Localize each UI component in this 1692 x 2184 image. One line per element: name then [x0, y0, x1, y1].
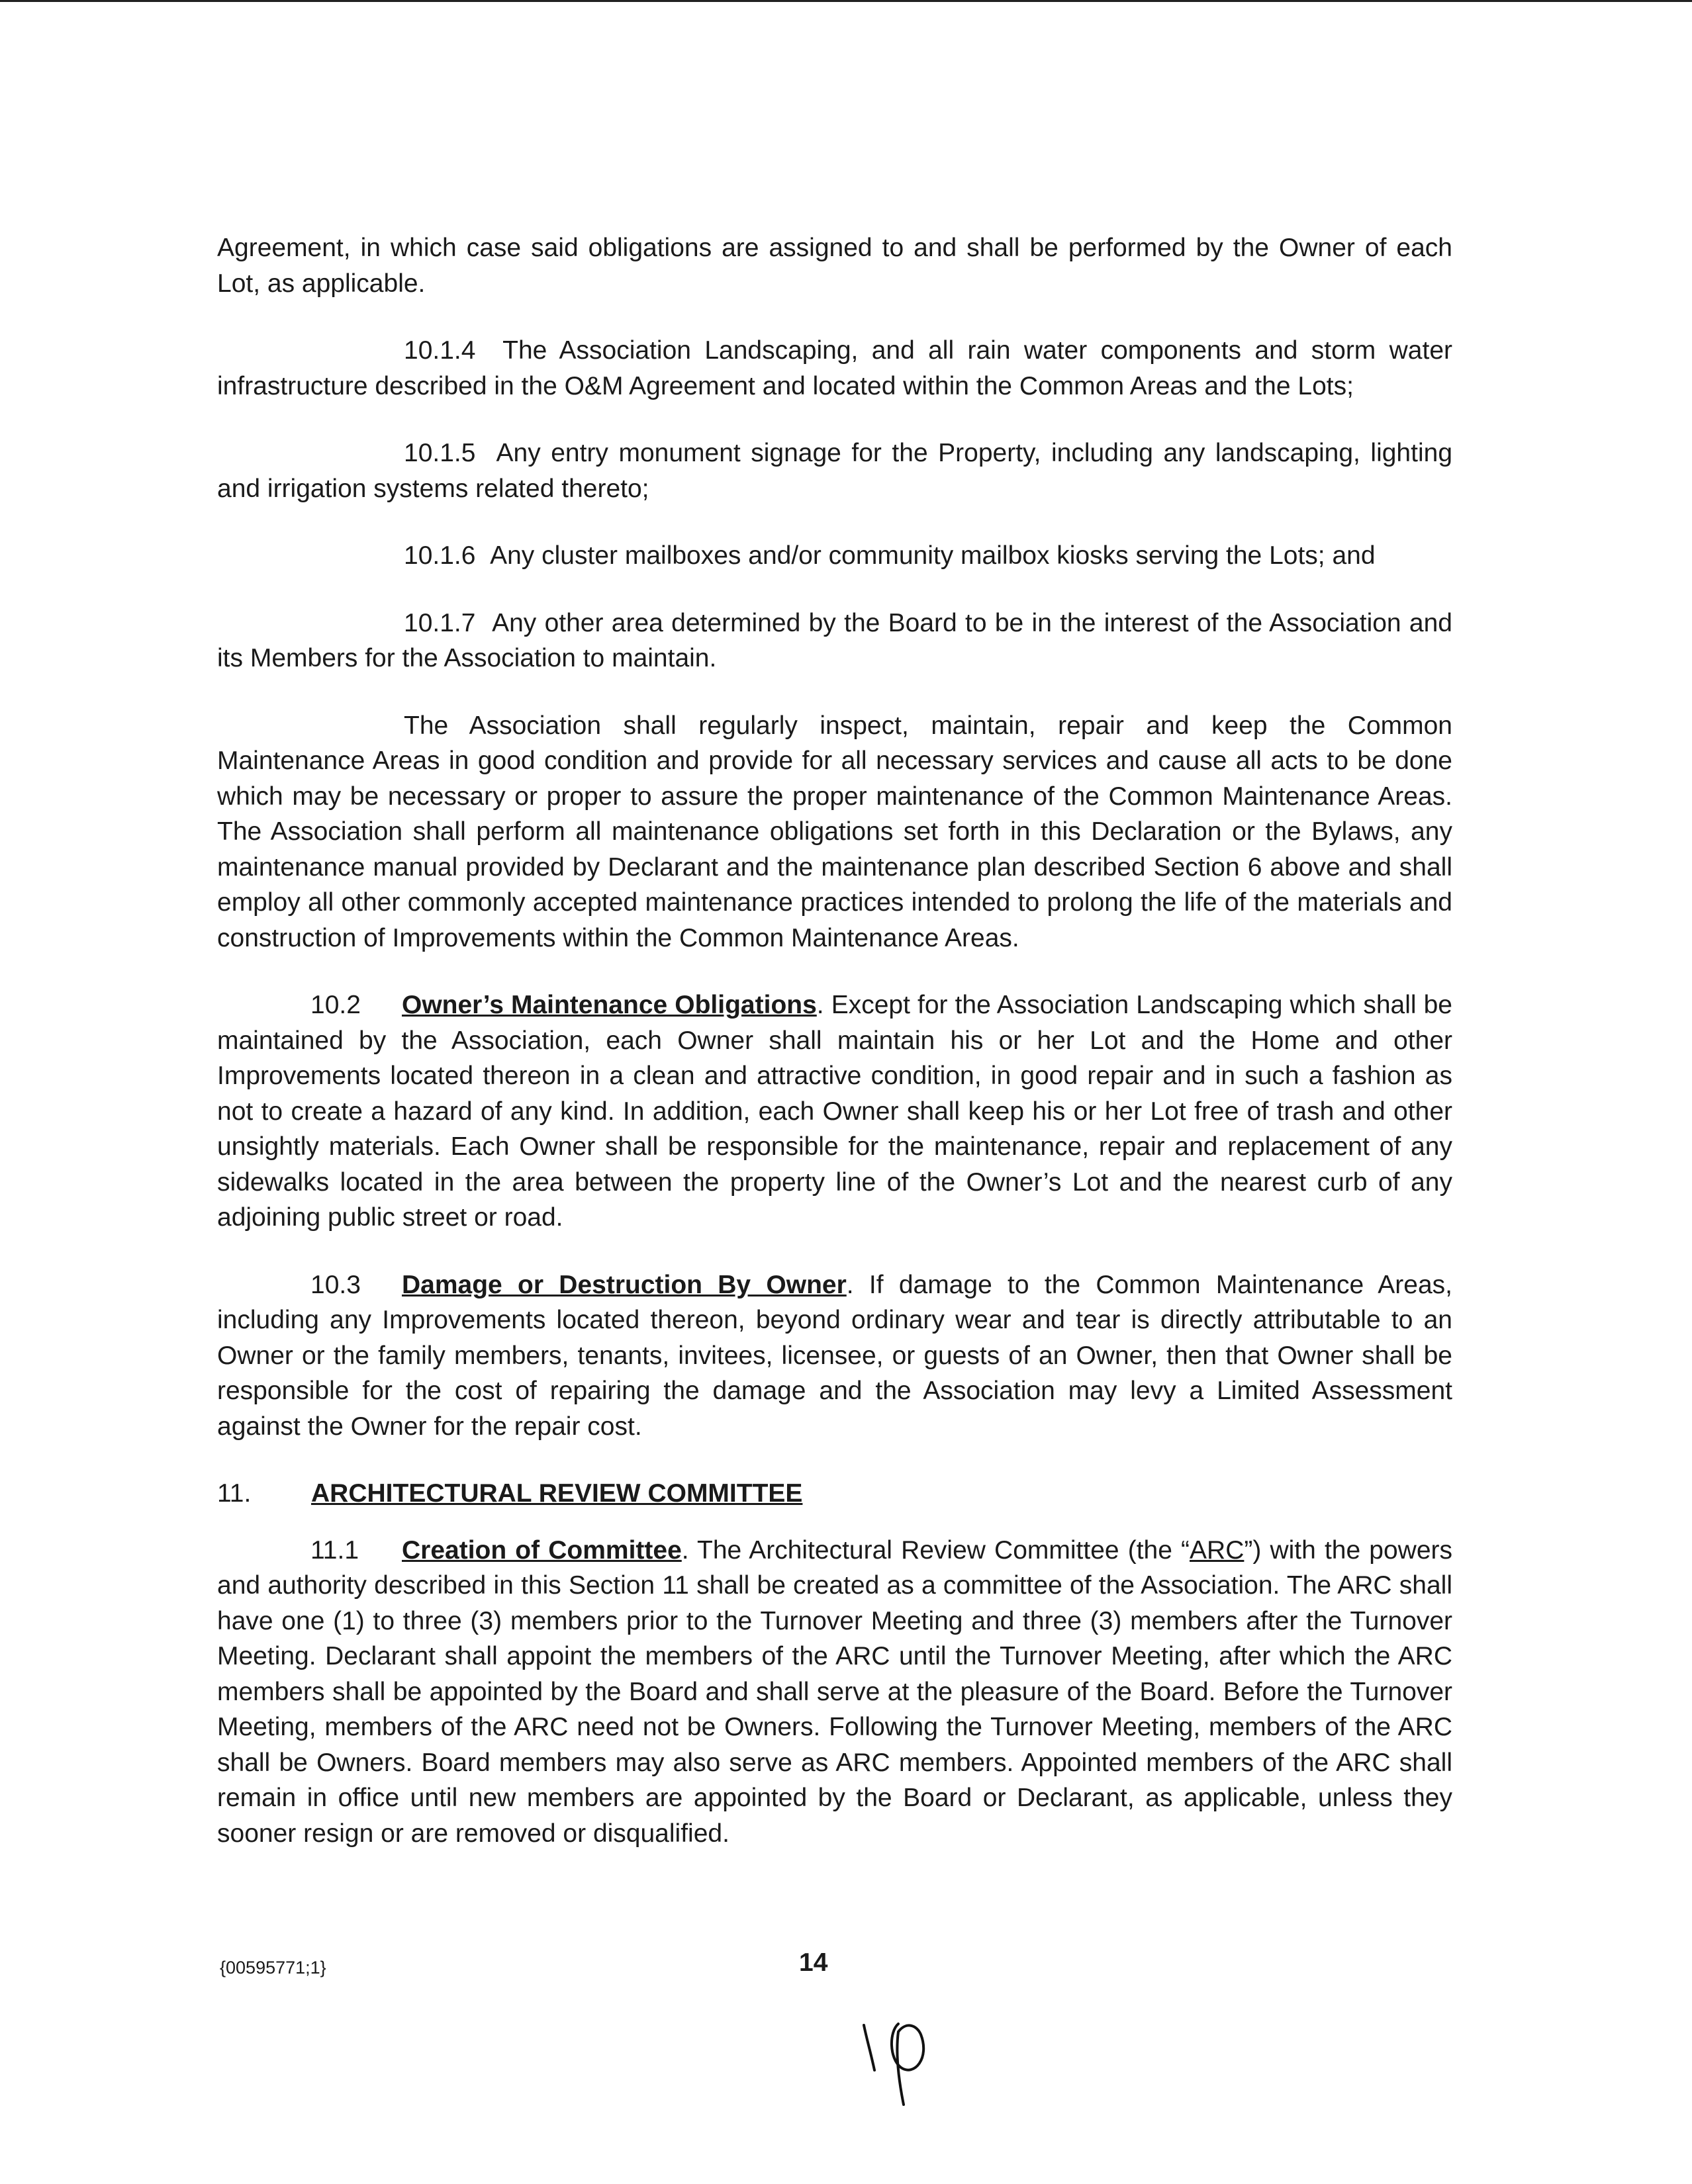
item-10-1-4 [217, 333, 1452, 404]
section-text: . Except for the Association Landscaping which shall be maintained by the Association, each Owner shall maintain his or her Lot and the Home and other Improvements located thereon in a clean and attractive condition, in good repair and in such a fashion as not to create a hazard of any kind. In addition, each Owner shall keep his or her Lot free of trash and other unsightly materials. Each Owner shall be responsible for the maintenance, repair and replacement of any sidewalks located in the area between the property line of the Owner’s Lot and the nearest curb of any adjoining public street or road. [217, 991, 1452, 1232]
item-number: 10.1.7 [404, 608, 476, 637]
section-11-1 [217, 1533, 1452, 1852]
section-title: Creation of Committee [402, 1535, 682, 1565]
section-title: ARCHITECTURAL REVIEW COMMITTEE [311, 1479, 803, 1508]
item-number: 10.1.6 [404, 541, 476, 570]
item-text: Any cluster mailboxes and/or community mailbox kiosks serving the Lots; and [490, 541, 1376, 570]
handwritten-initials-icon [857, 2012, 943, 2111]
document-body [217, 230, 1452, 1851]
scan-edge-line [0, 0, 1692, 2]
section-text: . The Architectural Review Committee (the “ [681, 1535, 1190, 1565]
section-10-3 [217, 1267, 1452, 1445]
item-10-1-7 [217, 606, 1452, 676]
section-number: 11. [217, 1479, 252, 1508]
section-10-2 [217, 987, 1452, 1236]
continued-paragraph: Agreement, in which case said obligations are assigned to and shall be performed by the Owner of each Lot, as applicable. [217, 234, 1452, 298]
document-id: {00595771;1} [220, 1958, 326, 1978]
section-text: ”) with the powers and authority described in this Section 11 shall be created as a committee of the Association. The ARC shall have one (1) to three (3) members prior to the Turnover Meeting and three (3) members after the Turnover Meeting. Declarant shall appoint the members of the ARC until the Turnover Meeting, after which the ARC members shall be appointed by the Board and shall serve at the pleasure of the Board. Before the Turnover Meeting, members of the ARC need not be Owners. Following the Turnover Meeting, members of the ARC shall be Owners. Board members may also serve as ARC members. Appointed members of the ARC shall remain in office until new members are appointed by the Board or Declarant, as applicable, unless they sooner resign or are removed or disqualified. [217, 1535, 1452, 1848]
item-text: Any entry monument signage for the Property, including any landscaping, lighting and irrigation systems related thereto; [217, 439, 1453, 503]
item-number: 10.1.4 [404, 336, 476, 365]
item-text: Any other area determined by the Board to be in the interest of the Association and its Members for the Association to maintain. [217, 608, 1452, 672]
item-10-1-5 [217, 435, 1452, 506]
section-number: 10.3 [310, 1270, 361, 1299]
section-title: Damage or Destruction By Owner [402, 1270, 847, 1299]
item-10-1-6 [217, 538, 1452, 574]
section-number: 11.1 [310, 1535, 359, 1565]
section-number: 10.2 [310, 991, 361, 1019]
section-text: . If damage to the Common Maintenance Areas, including any Improvements located thereon, beyond ordinary wear and tear is directly attributable to an Owner or the family members, tenants, invitees, licensee, or guests of an Owner, then that Owner shall be responsible for the cost of repairing the damage and the Association may levy a Limited Assessment against the Owner for the repair cost. [217, 1270, 1452, 1441]
item-number: 10.1.5 [404, 439, 476, 467]
defined-term: ARC [1190, 1535, 1245, 1565]
item-text: The Association Landscaping, and all rain water components and storm water infrastructure described in the O&M Agreement and located within the Common Areas and the Lots; [217, 336, 1453, 400]
section-title: Owner’s Maintenance Obligations [402, 991, 817, 1019]
association-maintenance-paragraph: The Association shall regularly inspect, maintain, repair and keep the Common Maintenance Areas in good condition and provide for all necessary services and cause all acts to be done which may be necessary or proper to assure the proper maintenance of the Common Maintenance Areas. The Association shall perform all maintenance obligations set forth in this Declaration or the Bylaws, any maintenance manual provided by Declarant and the maintenance plan described Section 6 above and shall employ all other commonly accepted maintenance practices intended to prolong the life of the materials and construction of Improvements within the Common Maintenance Areas. [217, 711, 1452, 952]
page-number: 14 [799, 1948, 828, 1977]
section-11-heading [217, 1476, 1452, 1512]
